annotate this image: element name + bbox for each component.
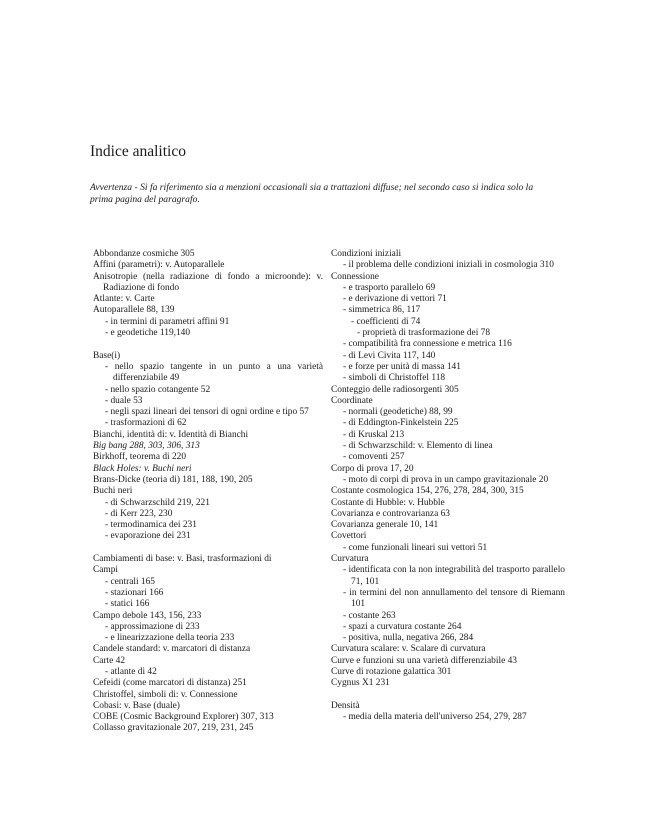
index-subentry: - duale 53 (105, 395, 143, 406)
index-entry: Base(i) (93, 350, 121, 361)
index-entry: Corpo di prova 17, 20 (331, 463, 414, 474)
index-subentry: - compatibilità fra connessione e metrica 116 (343, 339, 512, 350)
index-entry: Abbondanze cosmiche 305 (93, 249, 195, 259)
index-subentry: - e derivazione di vettori 71 (343, 294, 447, 305)
index-subentry: - stazionari 166 (105, 587, 164, 598)
index-subentry: - in termini del non annullamento del tensore di Riemann 101 (343, 587, 565, 610)
index-entry: Curvatura scalare: v. Scalare di curvatura (331, 644, 486, 655)
index-subentry: - e forze per unità di massa 141 (343, 361, 461, 372)
index-entry: Curve di rotazione galattica 301 (331, 666, 452, 677)
index-subentry: - statici 166 (105, 599, 150, 610)
spacer (93, 339, 323, 350)
index-entry: Conteggio delle radiosorgenti 305 (331, 384, 459, 395)
index-entry: Carte 42 (93, 655, 126, 666)
index-entry: Buchi neri (93, 486, 133, 497)
index-subentry: - normali (geodetiche) 88, 99 (343, 407, 453, 418)
index-subentry: - di Schwarzschild 219, 221 (105, 497, 210, 508)
index-entry: Curvatura (331, 554, 369, 565)
index-subentry: - come funzionali lineari sui vettori 51 (343, 542, 488, 553)
index-entry: Campo debole 143, 156, 233 (93, 610, 202, 621)
index-subentry: - evaporazione dei 231 (105, 531, 191, 542)
warning-note: Avvertenza - Si fa riferimento sia a menzioni occasionali sia a trattazioni diffuse; nel secondo caso si indica solo la prima pagina del paragrafo. (90, 182, 534, 205)
index-entry: Costante cosmologica 154, 276, 278, 284, 300, 315 (331, 486, 524, 497)
index-subentry: - comoventi 257 (343, 452, 405, 463)
index-entry: Curve e funzioni su una varietà differenziabile 43 (331, 655, 517, 666)
index-subentry: - positiva, nulla, negativa 266, 284 (343, 633, 474, 644)
index-subentry: - atlante di 42 (105, 666, 157, 677)
index-entry: Big bang 288, 303, 306, 313 (93, 441, 200, 452)
index-entry: Covarianza e controvarianza 63 (331, 508, 450, 519)
spacer (93, 543, 323, 554)
index-entry: Condizioni iniziali (331, 249, 402, 259)
index-entry: Bianchi, identità di: v. Identità di Bianchi (93, 429, 249, 440)
index-subentry: - nello spazio cotangente 52 (105, 384, 211, 395)
index-subentry: - coefficienti di 74 (351, 316, 421, 327)
index-subentry: - e linearizzazione della teoria 233 (105, 633, 235, 644)
index-entry: Cambiamenti di base: v. Basi, trasformazioni di (93, 554, 272, 565)
index-column-left (93, 249, 323, 735)
index-entry: Coordinate (331, 395, 373, 406)
index-subentry: - proprietà di trasformazione dei 78 (357, 328, 491, 339)
index-subentry: - il problema delle condizioni iniziali in cosmologia 310 (343, 260, 554, 271)
index-subentry: - negli spazi lineari dei tensori di ogni ordine e tipo 57 (105, 407, 309, 418)
index-subentry: - trasformazioni di 62 (105, 418, 187, 429)
index-entry: Covarianza generale 10, 141 (331, 520, 439, 531)
index-entry: Affini (parametri): v. Autoparallele (93, 260, 225, 271)
index-subentry: - di Schwarzschild: v. Elemento di linea (343, 441, 493, 452)
index-entry: Densità (331, 700, 360, 711)
index-subentry: - in termini di parametri affini 91 (105, 316, 230, 327)
index-subentry: - approssimazione di 233 (105, 621, 200, 632)
index-entry: Autoparallele 88, 139 (93, 305, 175, 316)
index-entry: COBE (Cosmic Background Explorer) 307, 313 (93, 712, 274, 723)
index-subentry: - e trasporto parallelo 69 (343, 282, 436, 293)
index-subentry: - di Eddington-Finkelstein 225 (343, 418, 459, 429)
index-subentry: - di Kruskal 213 (343, 429, 405, 440)
index-entry: Christoffel, simboli di: v. Connessione (93, 689, 238, 700)
index-column-right (331, 249, 565, 723)
index-subentry: - termodinamica dei 231 (105, 520, 197, 531)
index-entry: Anisotropie (nella radiazione di fondo a microonde): v. Radiazione di fondo (93, 271, 323, 293)
index-entry: Campi (93, 565, 118, 576)
index-entry: Collasso gravitazionale 207, 219, 231, 245 (93, 723, 254, 734)
index-entry: Atlante: v. Carte (93, 294, 155, 305)
index-entry: Cefeidi (come marcatori di distanza) 251 (93, 678, 247, 689)
page-title: Indice analitico (90, 143, 186, 160)
index-subentry: - moto di corpi di prova in un campo gravitazionale 20 (343, 474, 549, 485)
index-subentry: - di Kerr 223, 230 (105, 508, 173, 519)
index-entry: Candele standard: v. marcatori di distanza (93, 644, 251, 655)
index-subentry: - simmetrica 86, 117 (343, 305, 421, 316)
index-subentry: - nello spazio tangente in un punto a una varietà differenziabile 49 (105, 361, 323, 384)
index-entry: Cygnus X1 231 (331, 678, 390, 689)
index-subentry: - centrali 165 (105, 576, 155, 587)
index-subentry: - identificata con la non integrabilità del trasporto parallelo 71, 101 (343, 565, 565, 587)
index-entry: Costante di Hubble: v. Hubble (331, 497, 445, 508)
index-entry: Covettori (331, 531, 367, 542)
index-entry: Birkhoff, teorema di 220 (93, 452, 187, 463)
index-entry: Connessione (331, 271, 379, 282)
index-subentry: - di Levi Civita 117, 140 (343, 350, 436, 361)
index-entry: Cobasi: v. Base (duale) (93, 700, 180, 711)
spacer (331, 690, 565, 701)
index-subentry: - costante 263 (343, 610, 396, 621)
index-subentry: - media della materia dell'universo 254, 279, 287 (343, 712, 527, 723)
index-entry: Brans-Dicke (teoria di) 181, 188, 190, 205 (93, 474, 253, 485)
index-subentry: - simboli di Christoffel 118 (343, 373, 446, 384)
index-subentry: - e geodetiche 119,140 (105, 328, 191, 339)
index-entry: Black Holes: v. Buchi neri (93, 463, 192, 474)
index-subentry: - spazi a curvatura costante 264 (343, 621, 462, 632)
